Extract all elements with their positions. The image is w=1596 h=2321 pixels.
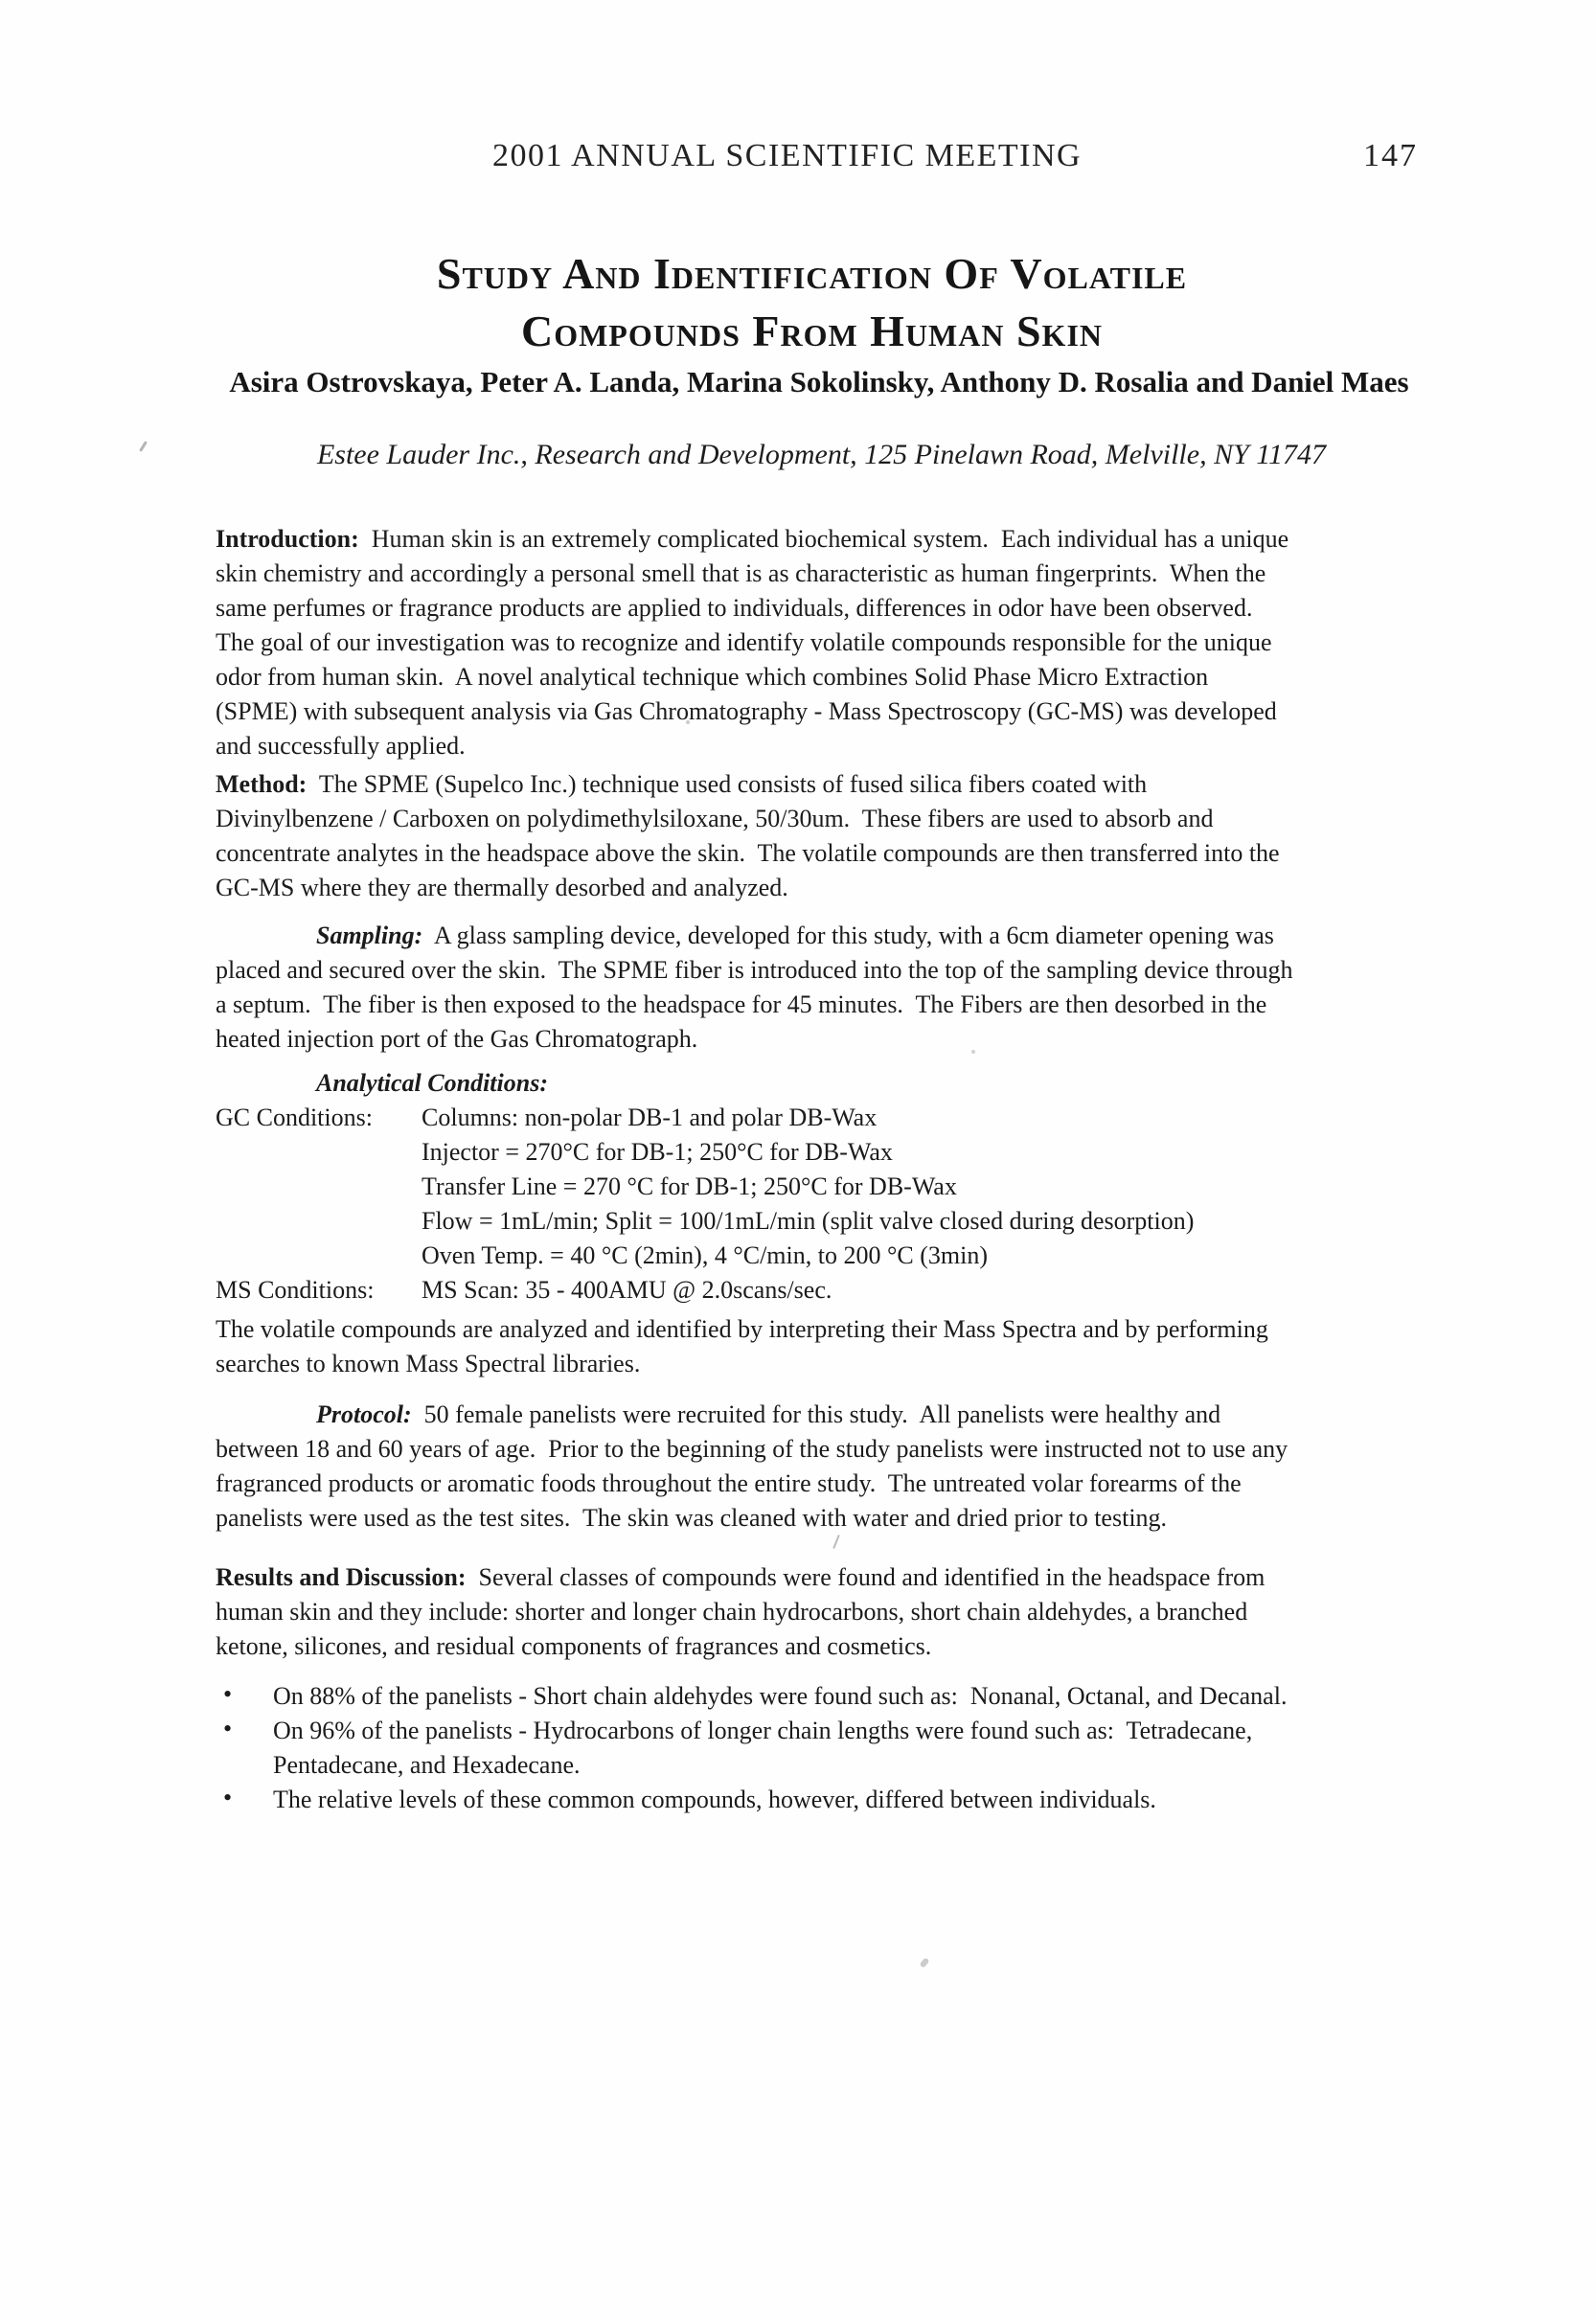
condition-value: Flow = 1mL/min; Split = 100/1mL/min (split valve closed during desorption) — [422, 1207, 1195, 1235]
scan-artifact — [139, 441, 148, 452]
conditions-row — [216, 1135, 1413, 1170]
text-line: ketone, silicones, and residual components of fragrances and cosmetics. — [216, 1632, 932, 1660]
text-line: a septum. The fiber is then exposed to the headspace for 45 minutes. The Fibers are then desorbed in the — [216, 990, 1267, 1018]
condition-value: Injector = 270°C for DB-1; 250°C for DB-Wax — [422, 1138, 893, 1166]
sampling-label: Sampling: — [316, 922, 423, 949]
authors-line: Asira Ostrovskaya, Peter A. Landa, Marina Sokolinsky, Anthony D. Rosalia and Daniel Maes — [229, 365, 1409, 398]
bullet-dot-icon: • — [223, 1715, 233, 1742]
conditions-row — [216, 1170, 1413, 1204]
conditions-row — [216, 1273, 1413, 1308]
text-line: Results and Discussion: Several classes of compounds were found and identified in the headspace from — [216, 1563, 1265, 1591]
condition-value: Columns: non-polar DB-1 and polar DB-Wax — [422, 1104, 878, 1131]
conditions-row — [216, 1204, 1413, 1239]
text-line: (SPME) with subsequent analysis via Gas Chromatography - Mass Spectroscopy (GC-MS) was developed — [216, 697, 1277, 725]
text-line: placed and secured over the skin. The SPME fiber is introduced into the top of the sampling device through — [216, 956, 1293, 984]
text-line: The relative levels of these common compounds, however, differed between individuals. — [273, 1786, 1156, 1813]
findings-bullet-list — [216, 1679, 1413, 1817]
bullet-dot-icon: • — [223, 1680, 233, 1708]
scan-artifact — [919, 1957, 929, 1968]
condition-value: Oven Temp. = 40 °C (2min), 4 °C/min, to 200 °C (3min) — [422, 1241, 988, 1269]
text-line: Introduction: Human skin is an extremely complicated biochemical system. Each individual has a unique — [216, 525, 1289, 553]
text-line: The volatile compounds are analyzed and identified by interpreting their Mass Spectra and by performing — [216, 1315, 1268, 1343]
text-line: searches to known Mass Spectral libraries. — [216, 1350, 641, 1377]
text-line — [216, 1066, 1413, 1101]
text-line: Pentadecane, and Hexadecane. — [273, 1751, 581, 1779]
protocol-paragraph — [216, 1398, 1413, 1536]
text-line: and successfully applied. — [216, 732, 466, 760]
scan-artifact — [686, 720, 690, 724]
text-line: panelists were used as the test sites. The skin was cleaned with water and dried prior to testing. — [216, 1504, 1168, 1532]
page-number: 147 — [1363, 138, 1418, 173]
text-line: skin chemistry and accordingly a personal smell that is as characteristic as human fingerprints. When the — [216, 559, 1266, 587]
protocol-label: Protocol: — [316, 1400, 412, 1428]
sampling-paragraph — [216, 919, 1413, 1057]
text-line: On 96% of the panelists - Hydrocarbons of longer chain lengths were found such as: Tetradecane, — [273, 1717, 1253, 1744]
condition-label — [216, 1170, 422, 1204]
bullet-item — [216, 1714, 1413, 1783]
paper-title-line2: Compounds From Human Skin — [520, 307, 1104, 355]
condition-label — [216, 1135, 422, 1170]
conditions-table — [216, 1101, 1413, 1308]
text-line: Method: The SPME (Supelco Inc.) technique used consists of fused silica fibers coated with — [216, 770, 1148, 798]
introduction-label: Introduction: — [216, 525, 359, 553]
conditions-row — [216, 1239, 1413, 1273]
method-label: Method: — [216, 770, 308, 798]
paper-title-line1: Study And Identification Of Volatile — [436, 249, 1188, 298]
bullet-item — [216, 1783, 1413, 1817]
text-line: concentrate analytes in the headspace above the skin. The volatile compounds are then transferred into the — [216, 839, 1280, 867]
results-label: Results and Discussion: — [216, 1563, 467, 1591]
paper-title — [216, 245, 1408, 360]
text-line: The goal of our investigation was to recognize and identify volatile compounds responsible for the unique — [216, 628, 1272, 656]
bullet-dot-icon: • — [223, 1784, 233, 1811]
analytical-conditions-label: Analytical Conditions: — [316, 1069, 548, 1097]
condition-label — [216, 1204, 422, 1239]
text-line: same perfumes or fragrance products are applied to individuals, differences in odor have been observed. — [216, 594, 1253, 622]
text-line: between 18 and 60 years of age. Prior to the beginning of the study panelists were instructed not to use any — [216, 1435, 1288, 1463]
introduction-paragraph — [216, 522, 1413, 763]
text-line: On 88% of the panelists - Short chain aldehydes were found such as: Nonanal, Octanal, and Decanal. — [273, 1682, 1288, 1710]
spectra-paragraph — [216, 1312, 1413, 1381]
condition-label — [216, 1239, 422, 1273]
results-paragraph — [216, 1560, 1413, 1664]
text-line: odor from human skin. A novel analytical technique which combines Solid Phase Micro Extraction — [216, 663, 1209, 691]
scan-artifact — [832, 1535, 839, 1549]
condition-value: Transfer Line = 270 °C for DB-1; 250°C for DB-Wax — [422, 1172, 957, 1200]
text-line: fragranced products or aromatic foods throughout the entire study. The untreated volar forearms of the — [216, 1469, 1242, 1497]
text-line: Sampling: A glass sampling device, developed for this study, with a 6cm diameter opening was — [316, 922, 1274, 949]
journal-header: 2001 ANNUAL SCIENTIFIC MEETING — [492, 138, 1083, 173]
text-line: heated injection port of the Gas Chromatograph. — [216, 1025, 698, 1053]
text-line: Protocol: 50 female panelists were recruited for this study. All panelists were healthy and — [316, 1400, 1221, 1428]
conditions-row — [216, 1101, 1413, 1135]
affiliation-line: Estee Lauder Inc., Research and Development, 125 Pinelawn Road, Melville, NY 11747 — [316, 439, 1327, 470]
condition-label: GC Conditions: — [216, 1104, 373, 1131]
scan-artifact — [971, 1050, 975, 1054]
text-line: human skin and they include: shorter and longer chain hydrocarbons, short chain aldehydes, a branched — [216, 1598, 1248, 1626]
analytical-conditions-heading — [216, 1066, 1413, 1101]
condition-label: MS Conditions: — [216, 1276, 375, 1304]
method-paragraph — [216, 767, 1413, 905]
text-line: GC-MS where they are thermally desorbed and analyzed. — [216, 874, 788, 901]
text-line: Divinylbenzene / Carboxen on polydimethylsiloxane, 50/30um. These fibers are used to absorb and — [216, 805, 1214, 832]
condition-value: MS Scan: 35 - 400AMU @ 2.0scans/sec. — [422, 1276, 832, 1304]
bullet-item — [216, 1679, 1413, 1714]
